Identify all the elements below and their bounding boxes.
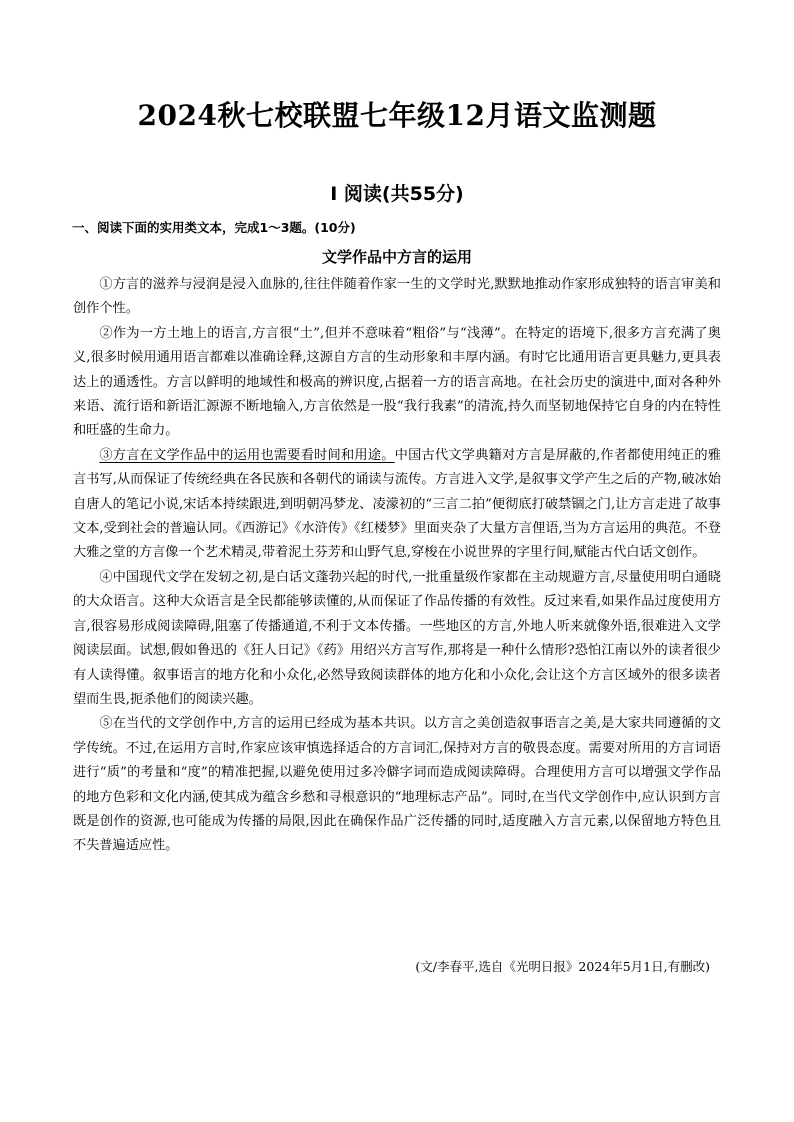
paragraph-3 <box>73 444 721 566</box>
paragraph-2: ②作为一方土地上的语言,方言很“土”,但并不意味着“粗俗”与“浅薄”。在特定的语境下,很多方言充满了奥义,很多时候用通用语言都难以准确诠释,这源自方言的生动形象和丰厚内涵。有时它比通用语言更具魅力,更具表达上的通透性。方言以鲜明的地域性和极高的辨识度,占据着一方的语言高地。在社会历史的演进中,面对各种外来语、流行语和新语汇源源不断地输入,方言依然是一股“我行我素”的清流,持久而坚韧地保持它自身的内在特性和旺盛的生命力。 <box>73 325 721 439</box>
exam-title: 2024秋七校联盟七年级12月语文监测题 <box>137 99 657 132</box>
paragraph-1: ①方言的滋养与浸润是浸入血脉的,往往伴随着作家一生的文学时光,默默地推动作家形成独特的语言审美和创作个性。 <box>73 277 721 317</box>
paragraph-3-underlined-sentence: ③方言在文学作品中的运用也需要看时间和用途。 <box>99 447 395 463</box>
article-source: (文/李春平,选自《光明日报》2024年5月1日,有删改) <box>415 959 710 974</box>
paragraph-3-rest: 中国古代文学典籍对方言是屏蔽的,作者都使用纯正的雅言书写,从而保证了传统经典在各民族和各朝代的诵读与流传。方言进入文学,是叙事文学产生之后的产物,破冰始自唐人的笔记小说,宋话本持续跟进,到明朝冯梦龙、凌濛初的“三言二拍”便彻底打破禁锢之门,让方言走进了故事文本,受到社会的普遍认同。《西游记》《水浒传》《红楼梦》里面夹杂了大量方言俚语,当为方言运用的典范。不登大雅之堂的方言像一个艺术精灵,带着泥土芬芳和山野气息,穿梭在小说世界的字里行间,赋能古代白话文创作。 <box>73 447 721 561</box>
paragraph-5: ⑤在当代的文学创作中,方言的运用已经成为基本共识。以方言之美创造叙事语言之美,是大家共同遵循的文学传统。不过,在运用方言时,作家应该审慎选择适合的方言词汇,保持对方言的敬畏态度。需要对所用的方言词语进行“质”的考量和“度”的精准把握,以避免使用过多冷僻字词而造成阅读障碍。合理使用方言可以增强文学作品的地方色彩和文化内涵,使其成为蕴含乡愁和寻根意识的“地理标志产品”。同时,在当代文学创作中,应认识到方言既是创作的资源,也可能成为传播的局限,因此在确保作品广泛传播的同时,适度融入方言元素,以保留地方特色且不失普遍适应性。 <box>73 716 721 854</box>
question-instruction: 一、阅读下面的实用类文本，完成1～3题。(10分) <box>72 220 356 235</box>
section-title: Ⅰ 阅读(共55分) <box>330 183 464 205</box>
paragraph-4: ④中国现代文学在发轫之初,是白话文蓬勃兴起的时代,一批重量级作家都在主动规避方言,尽量使用明白通晓的大众语言。这种大众语言是全民都能够读懂的,从而保证了作品传播的有效性。反过来看,如果作品过度使用方言,很容易形成阅读障碍,阻塞了传播通道,不利于文本传播。一些地区的方言,外地人听来就像外语,很难进入文学阅读层面。试想,假如鲁迅的《狂人日记》《药》用绍兴方言写作,那将是一种什么情形?恐怕江南以外的读者很少有人读得懂。叙事语言的地方化和小众化,必然导致阅读群体的地方化和小众化,会让这个方言区域外的很多读者望而生畏,扼杀他们的阅读兴趣。 <box>73 569 721 707</box>
article-title: 文学作品中方言的运用 <box>321 248 472 266</box>
article-body <box>73 273 721 859</box>
